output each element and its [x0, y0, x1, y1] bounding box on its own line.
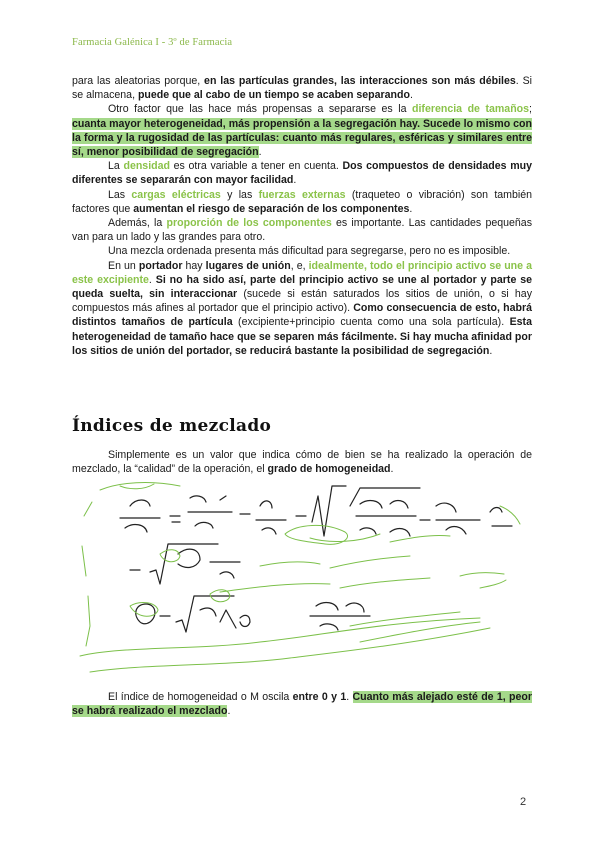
paragraph-portador: En un portador hay lugares de unión, e, idealmente, todo el principio activo se une a este excipiente. Si no ha sido así, parte del principio activo se une al portador y parte se queda suelta, sin interaccionar (sucede si están saturados los sitios de unión, o si hay compuestos más afines al portador que el principio activo). Como consecuencia de esto, habrá distintos tamaños de partícula (excipiente+principio cuenta como una sola partícula). Esta heterogeneidad de tamaño hace que se separen más fácilmente. Si hay mucha afinidad por los sitios de unión del portador, se reducirá bastante la posibilidad de segregación. [72, 259, 533, 357]
paragraph-proporcion: Además, la proporción de los componentes es importante. Las cantidades pequeñas van para un lado y las grandes para otro. [72, 217, 532, 244]
section-title: Índices de mezclado [72, 416, 272, 436]
paragraph-indices-intro: Simplemente es un valor que indica cómo de bien se ha realizado la operación de mezclado, la “calidad” de la operación, el grado de homogeneidad. [72, 449, 532, 476]
running-header: Farmacia Galénica I - 3º de Farmacia [72, 37, 233, 48]
paragraph-densidad: La densidad es otra variable a tener en cuenta. Dos compuestos de densidades muy diferentes se separarán con mayor facilidad. [72, 160, 532, 187]
paragraph-cargas: Las cargas eléctricas y las fuerzas externas (traqueteo o vibración) son también factores que aumentan el riesgo de separación de los componentes. [72, 188, 533, 215]
paragraph-aleatorias: para las aleatorias porque, en las partículas grandes, las interacciones son más débiles. Si se almacena, puede que al cabo de un tiempo se acaben separando. [72, 75, 533, 102]
paragraph-tamanos: Otro factor que las hace más propensas a separarse es la diferencia de tamaños; cuanta mayor heterogeneidad, más propensión a la segregación hay. Sucede lo mismo con la forma y la rugosidad de las partículas: cuanto más regulares, esféricas y similares entre sí, menor posibilidad de segregación. [72, 103, 532, 159]
handwritten-formula-notes [60, 476, 550, 686]
paragraph-mezcla-ordenada: Una mezcla ordenada presenta más dificultad para segregarse, pero no es imposible. [108, 245, 511, 258]
page-number: 2 [520, 796, 527, 808]
paragraph-indice-homogeneidad: El índice de homogeneidad o M oscila entre 0 y 1. Cuanto más alejado esté de 1, peor se habrá realizado el mezclado. [72, 691, 532, 718]
body-text [72, 74, 532, 358]
green-annotations [80, 483, 520, 672]
